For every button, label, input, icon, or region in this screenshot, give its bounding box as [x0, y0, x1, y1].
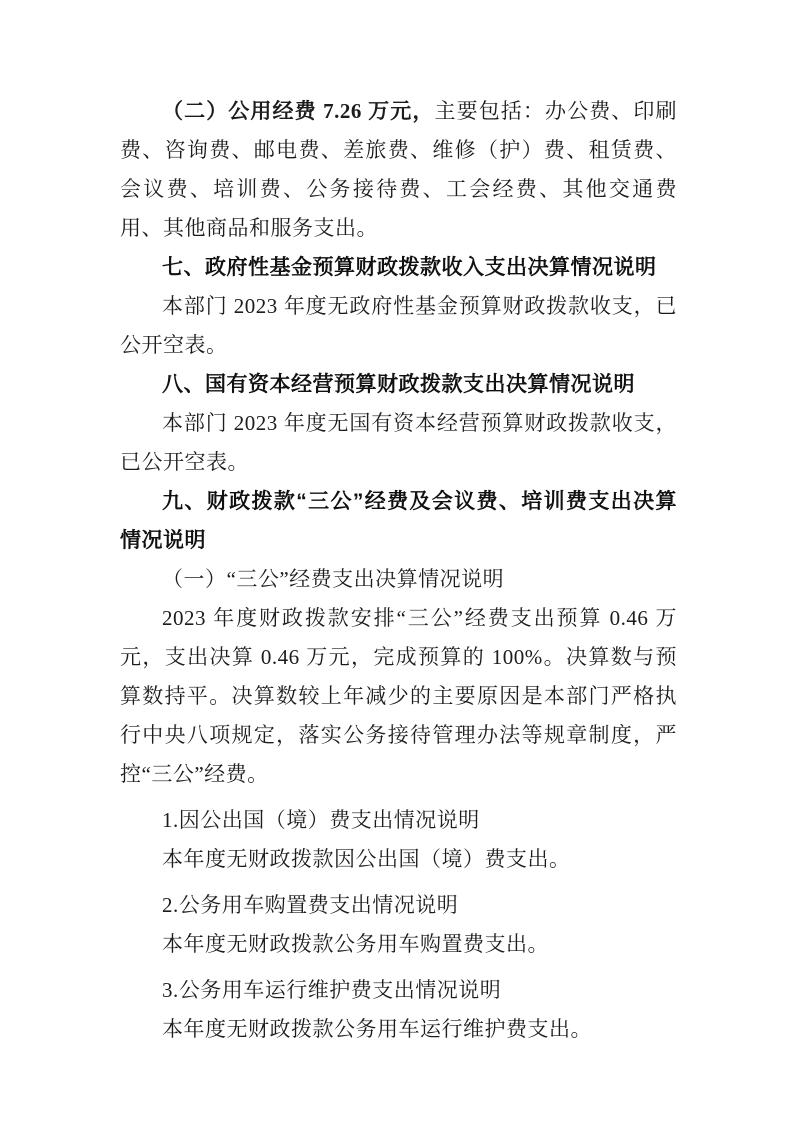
section-heading-eight: 八、国有资本经营预算财政拨款支出决算情况说明 — [162, 373, 635, 396]
section-heading-seven: 七、政府性基金预算财政拨款收入支出决算情况说明 — [162, 256, 657, 279]
paragraph-public-expense — [120, 92, 677, 248]
paragraph-three-public-detail: 2023 年度财政拨款安排“三公”经费支出预算 0.46 万元，支出决算 0.46 万元，完成预算的 100%。决算数与预算数持平。决算数较上年减少的主要原因是本部门严格执行中央八项规定，落实公务接待管理办法等规章制度，严控“三公”经费。 — [120, 606, 677, 786]
public-expense-detail-text: 主要包括：办公费、印刷费、咨询费、邮电费、差旅费、维修（护）费、租赁费、会议费、培训费、公务接待费、工会经费、其他交通费用、其他商品和服务支出。 — [120, 99, 678, 240]
paragraph-state-capital-note: 本部门 2023 年度无国有资本经营预算财政拨款收支，已公开空表。 — [120, 411, 677, 474]
numbered-item-3-body: 本年度无财政拨款公务用车运行维护费支出。 — [162, 1017, 592, 1041]
public-expense-bold-lead: （二）公用经费 7.26 万元， — [162, 99, 435, 123]
paragraph-gov-fund-note: 本部门 2023 年度无政府性基金预算财政拨款收支，已公开空表。 — [120, 294, 677, 357]
numbered-item-3-heading: 3.公务用车运行维护费支出情况说明 — [162, 978, 502, 1002]
numbered-item-1-heading: 1.因公出国（境）费支出情况说明 — [162, 808, 480, 832]
paragraph-three-public-subheading: （一）“三公”经费支出决算情况说明 — [162, 567, 505, 591]
numbered-item-2-body: 本年度无财政拨款公务用车购置费支出。 — [162, 932, 549, 956]
numbered-item-2-heading: 2.公务用车购置费支出情况说明 — [162, 893, 459, 917]
numbered-item-1-body: 本年度无财政拨款因公出国（境）费支出。 — [162, 847, 571, 871]
section-heading-nine: 九、财政拨款“三公”经费及会议费、培训费支出决算情况说明 — [120, 490, 677, 552]
